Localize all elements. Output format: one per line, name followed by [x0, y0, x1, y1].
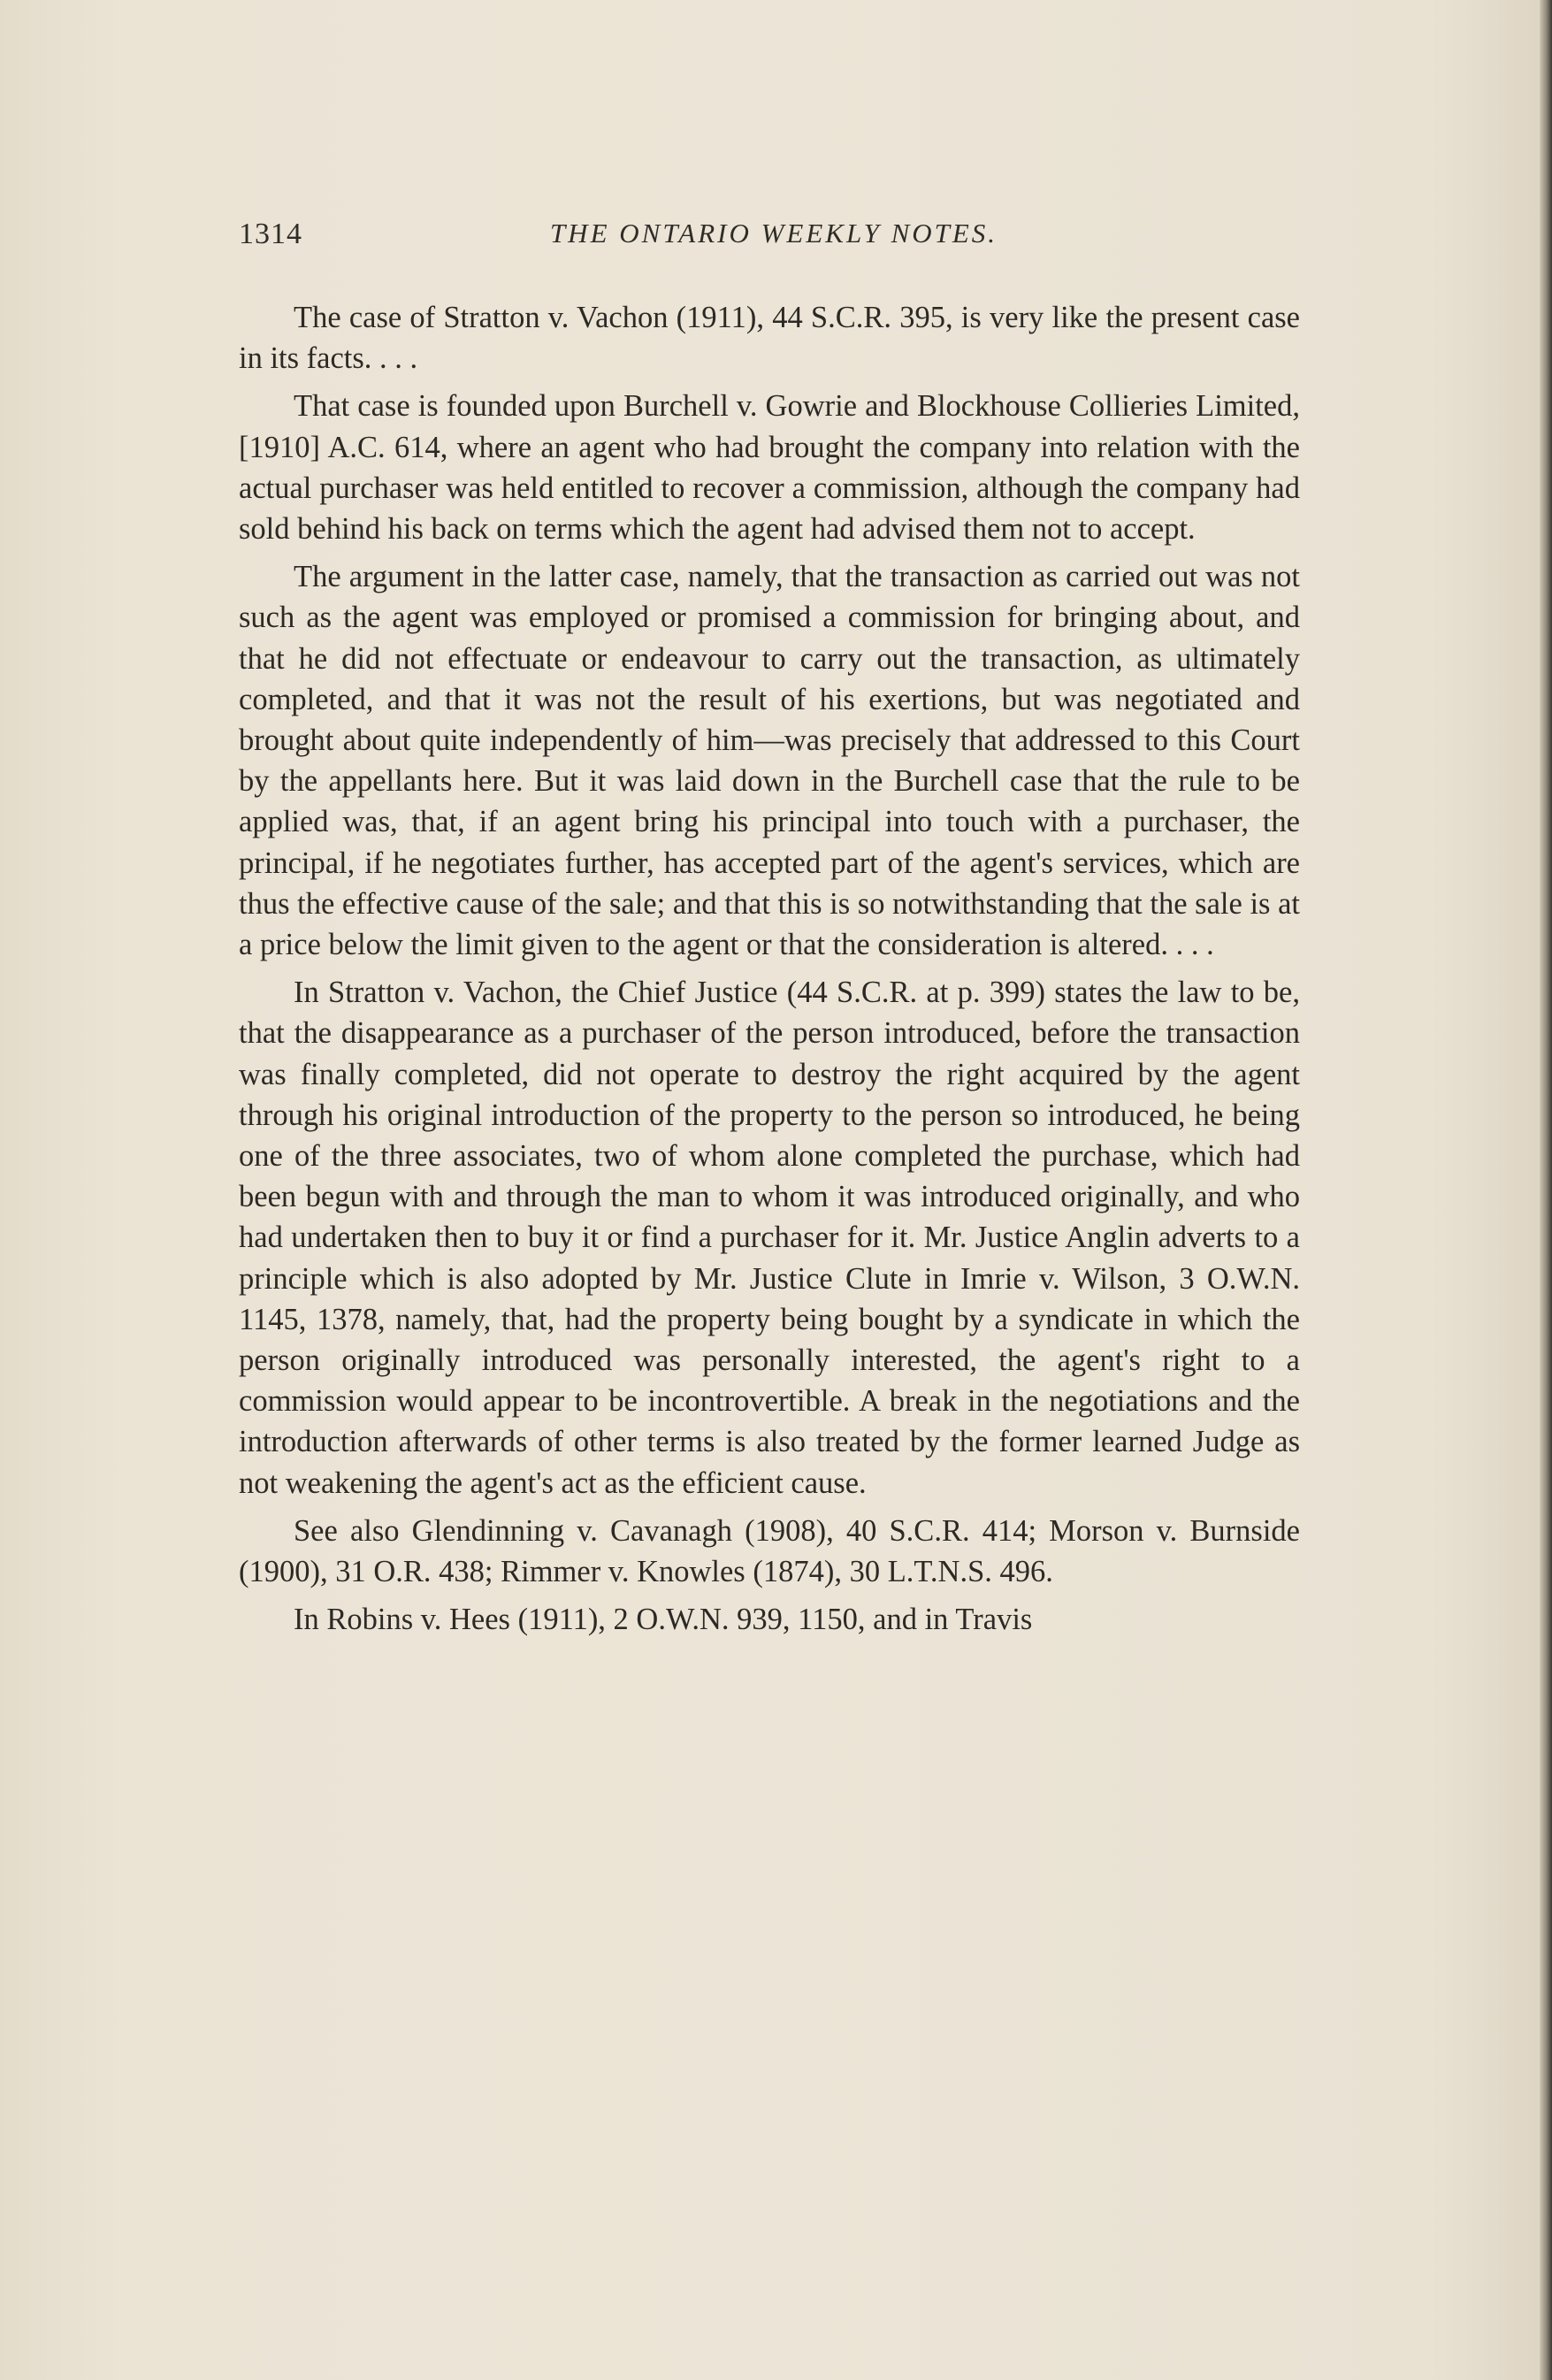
body-text: [239, 297, 1300, 1648]
paragraph-2: That case is founded upon Burchell v. Gowrie and Blockhouse Collieries Limited, [1910] A.C. 614, where an agent who had brought the company into relation with the actual purchaser was held entitled to recover a commission, although the company had sold behind his back on terms which the agent had advised them not to accept.: [239, 389, 1300, 547]
paragraph-1: The case of Stratton v. Vachon (1911), 44 S.C.R. 395, is very like the present case in its facts. . . .: [239, 301, 1300, 376]
paragraph-3: The argument in the latter case, namely, that the transaction as carried out was not such as the agent was employed or promised a commission for bringing about, and that he did not effectuate or endeavour to carry out the transaction, as ultimately completed, and that it was not the result of his exertions, but was negotiated and brought about quite independently of him—was precisely that addressed to this Court by the appellants here. But it was laid down in the Burchell case that the rule to be applied was, that, if an agent bring his principal into touch with a purchaser, the principal, if he negotiates further, has accepted part of the agent's services, which are thus the effective cause of the sale; and that this is so notwithstanding that the sale is at a price below the limit given to the agent or that the consideration is altered. . . .: [239, 560, 1300, 962]
running-head: [239, 218, 1309, 253]
paragraph-5: See also Glendinning v. Cavanagh (1908), 40 S.C.R. 414; Morson v. Burnside (1900), 31 O.R. 438; Rimmer v. Knowles (1874), 30 L.T.N.S. 496.: [239, 1513, 1300, 1589]
journal-title: THE ONTARIO WEEKLY NOTES.: [549, 218, 998, 249]
page-edge-shadow: [1540, 0, 1552, 2380]
paragraph-4: In Stratton v. Vachon, the Chief Justice (44 S.C.R. at p. 399) states the law to be, that the disappearance as a purchaser of the person introduced, before the transaction was finally completed, did not operate to destroy the right acquired by the agent through his original introduction of the property to the person so introduced, he being one of the three associates, two of whom alone completed the purchase, which had been begun with and through the man to whom it was introduced originally, and who had undertaken then to buy it or find a purchaser for it. Mr. Justice Anglin adverts to a principle which is also adopted by Mr. Justice Clute in Imrie v. Wilson, 3 O.W.N. 1145, 1378, namely, that, had the property being bought by a syndicate in which the person originally introduced was personally interested, the agent's right to a commission would appear to be incontrovertible. A break in the negotiations and the introduction afterwards of other terms is also treated by the former learned Judge as not weakening the agent's act as the efficient cause.: [239, 976, 1300, 1500]
paragraph-6: In Robins v. Hees (1911), 2 O.W.N. 939, 1150, and in Travis: [294, 1603, 1033, 1637]
page-number: 1314: [239, 218, 302, 250]
